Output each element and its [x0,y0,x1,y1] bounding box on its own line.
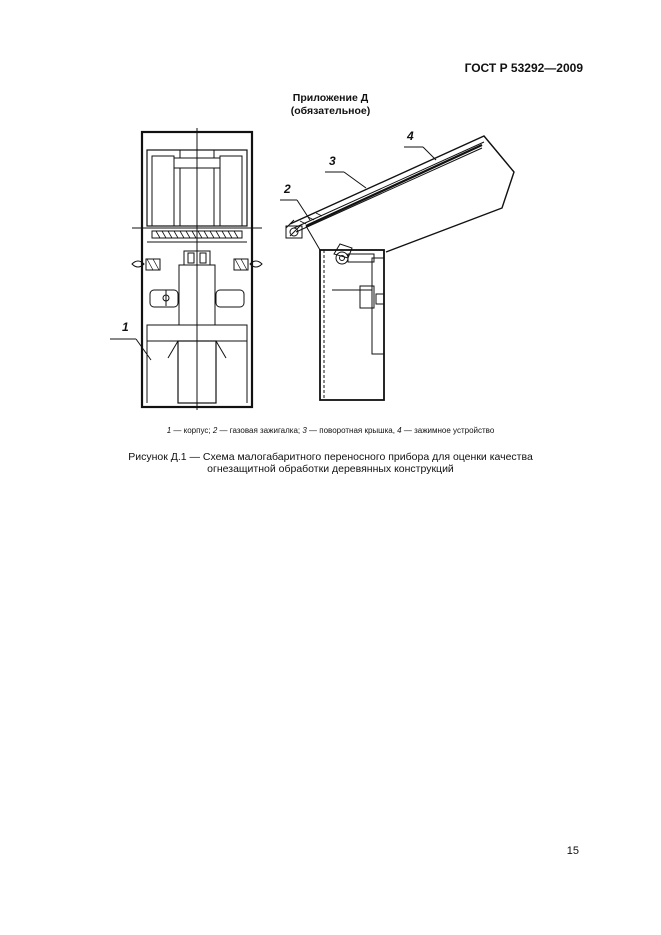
legend-text-2: — газовая зажигалка; [217,426,303,435]
front-view [132,128,262,410]
legend-text-1: — корпус; [171,426,213,435]
appendix-title: Приложение Д [292,92,369,104]
appendix-heading [0,92,661,118]
callout-2 [280,182,310,220]
legend-num-3: 3 [302,426,307,435]
callout-label-2: 2 [284,182,291,196]
callout-3 [325,154,366,188]
legend-num-1: 1 [166,426,172,435]
appendix-status: (обязательное) [290,105,371,117]
caption-line-1: Рисунок Д.1 — Схема малогабаритного переносного прибора для оценки качества [128,451,533,463]
figure-caption [0,451,661,475]
device-diagram [110,128,530,413]
legend-num-2: 2 [212,426,218,435]
callout-label-1: 1 [122,320,129,334]
callout-label-4: 4 [407,129,414,143]
page-number: 15 [566,845,579,857]
legend-text-3: — поворотная крышка, [306,426,398,435]
side-view [286,136,514,400]
callout-1 [110,320,151,360]
document-code: ГОСТ Р 53292—2009 [464,61,583,75]
callout-4 [404,129,436,160]
callout-label-3: 3 [329,154,336,168]
figure-legend [0,426,661,435]
legend-num-4: 4 [397,426,402,435]
caption-line-2: огнезащитной обработки деревянных конструкций [207,463,454,475]
legend-text-4: — зажимное устройство [401,426,495,435]
